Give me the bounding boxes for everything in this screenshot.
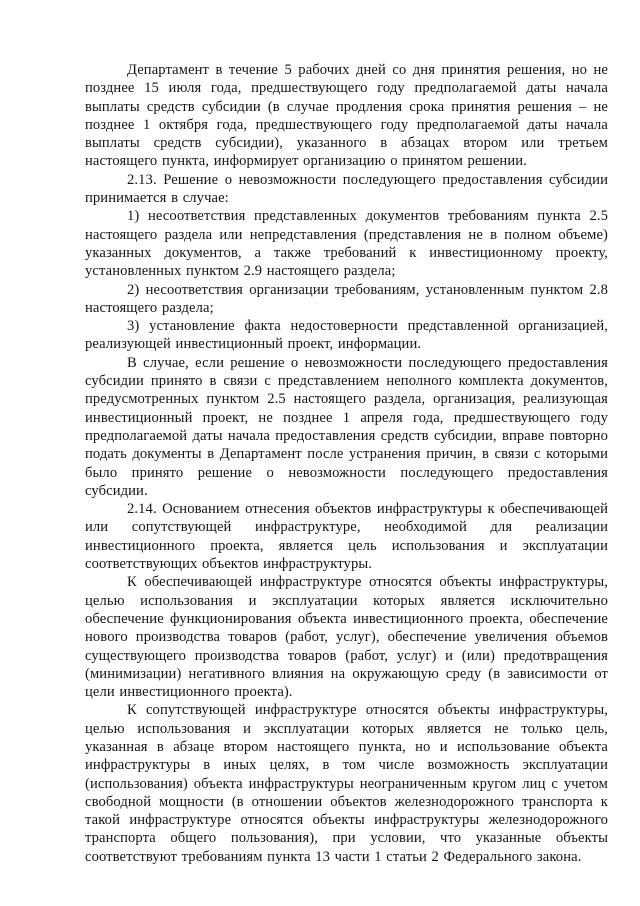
document-text-block [85, 61, 608, 866]
paragraph-clause-2-14: 2.14. Основанием отнесения объектов инфраструктуры к обеспечивающей или сопутствующей инфраструктуре, необходимой для реализации инвестиционного проекта, является цель использования и эксплуатации соответствующих объектов инфраструктуры. [85, 501, 608, 573]
paragraph-subclause-1: 1) несоответствия представленных документов требованиям пункта 2.5 настоящего раздела или непредставления (представления не в полном объеме) указанных документов, а также требований к инвестиционному проекту, установленных пунктом 2.9 настоящего раздела; [85, 208, 608, 280]
paragraph-supporting-infrastructure: К обеспечивающей инфраструктуре относятся объекты инфраструктуры, целью использования и эксплуатации которых является исключительно обеспечение функционирования объекта инвестиционного проекта, обеспечение нового производства товаров (работ, услуг), обеспечение увеличения объемов существующего производства товаров (работ, услуг) и (или) предотвращения (минимизации) негативного влияния на окружающую среду (в зависимости от цели инвестиционного проекта). [85, 574, 608, 701]
paragraph-subclause-2: 2) несоответствия организации требованиям, установленным пунктом 2.8 настоящего раздела; [85, 281, 608, 316]
paragraph-subclause-3: 3) установление факта недостоверности представленной организацией, реализующей инвестиционный проект, информации. [85, 318, 608, 353]
paragraph-clause-2-13: 2.13. Решение о невозможности последующего предоставления субсидии принимается в случае: [85, 171, 608, 207]
paragraph-department-decision: Департамент в течение 5 рабочих дней со дня принятия решения, но не позднее 15 июля года, предшествующего году предполагаемой даты начала выплаты средств субсидии (в случае продления срока принятия решения – не позднее 1 октября года, предшествующего году предполагаемой даты начала выплаты средств субсидии), указанного в абзацах втором или третьем настоящего пункта, информирует организацию о принятом решении. [85, 62, 608, 170]
paragraph-resubmission: В случае, если решение о невозможности последующего предоставления субсидии принято в связи с представлением неполного комплекта документов, предусмотренных пунктом 2.5 настоящего раздела, организация, реализующая инвестиционный проект, не позднее 1 апреля года, предшествующего году предполагаемой даты начала предоставления средств субсидии, вправе повторно подать документы в Департамент после устранения причин, в связи с которыми было принято решение о невозможности последующего предоставления субсидии. [85, 354, 608, 499]
paragraph-accompanying-infrastructure: К сопутствующей инфраструктуре относятся объекты инфраструктуры, целью использования и эксплуатации которых является не только цель, указанная в абзаце втором настоящего пункта, но и использование объекта инфраструктуры в иных целях, в том числе возможность эксплуатации (использования) объекта инфраструктуры неограниченным кругом лиц с учетом свободной мощности (в отношении объектов железнодорожного транспорта к такой инфраструктуре относятся объекты инфраструктуры железнодорожного транспорта общего пользования), при условии, что указанные объекты соответствуют требованиям пункта 13 части 1 статьи 2 Федерального закона. [85, 702, 608, 865]
